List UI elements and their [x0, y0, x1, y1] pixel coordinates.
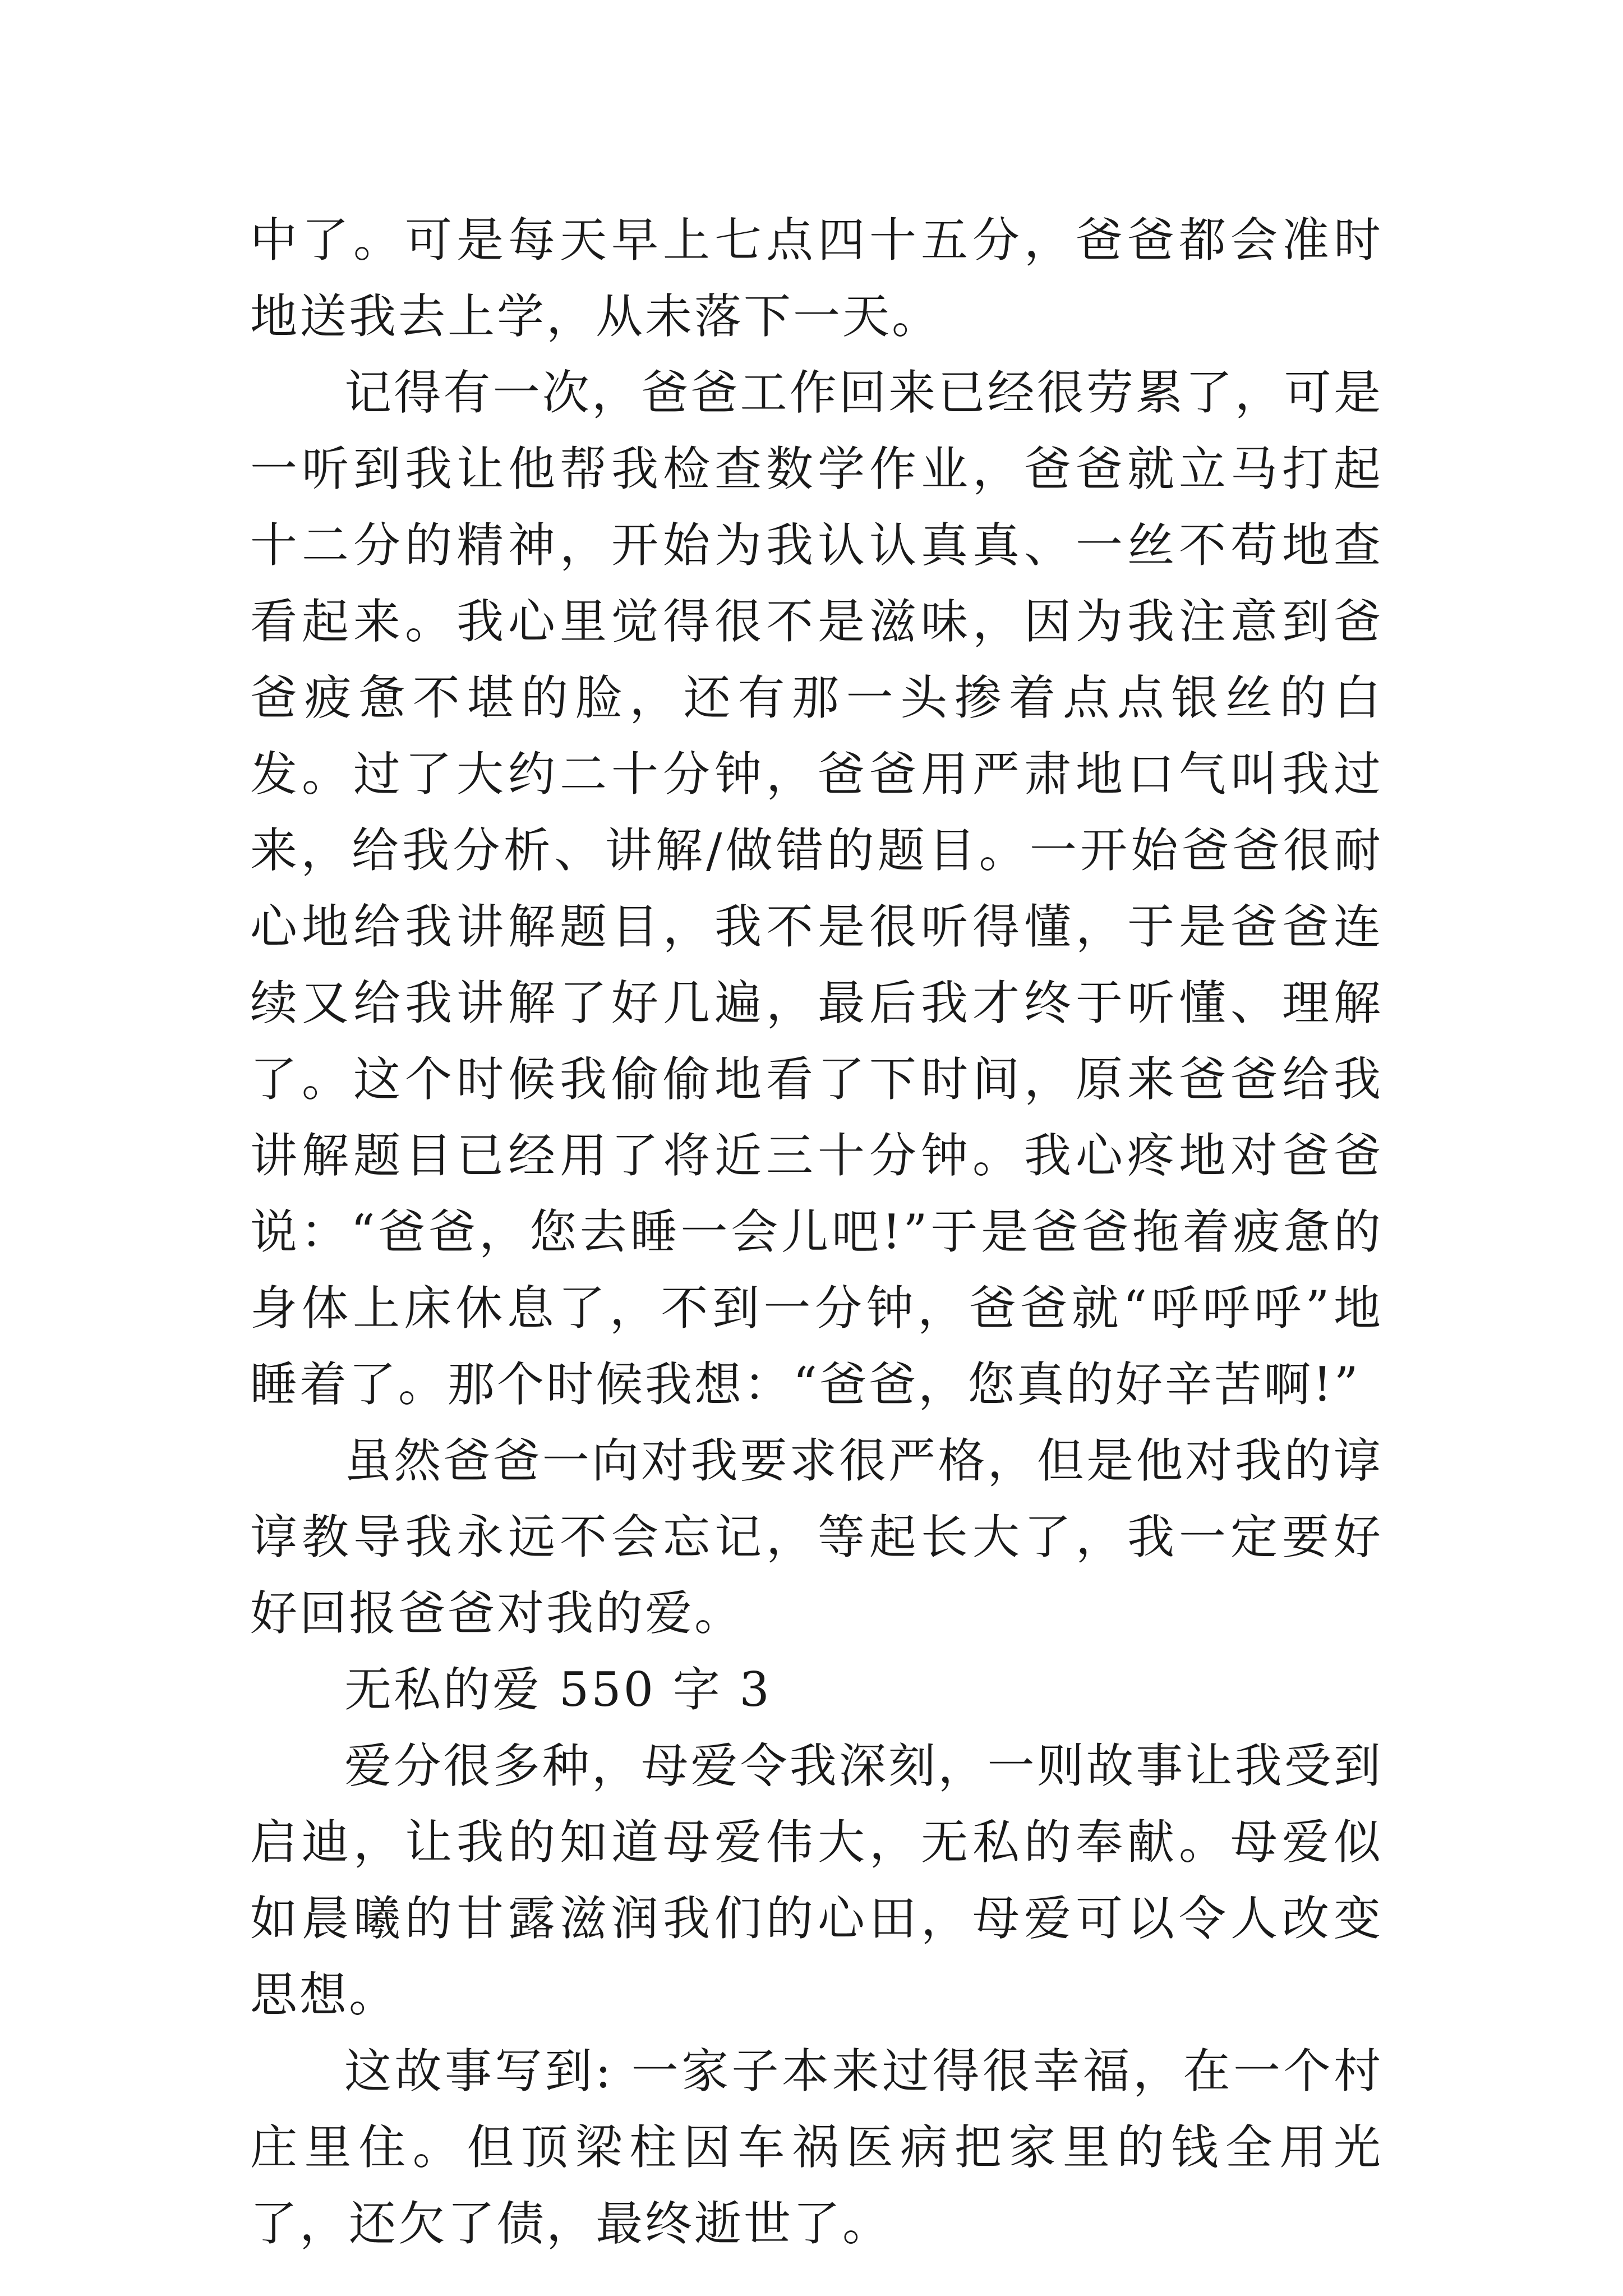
section-title: 无私的爱 550 字 3: [344, 1662, 772, 1717]
document-body: [250, 202, 1383, 2262]
paragraph-mother-love-intro: 爱分很多种，母爱令我深刻，一则故事让我受到启迪，让我的知道母爱伟大，无私的奉献。母爱似如晨曦的甘露滋润我们的心田，母爱可以令人改变思想。: [250, 1738, 1383, 2022]
paragraph-continuation: 中了。可是每天早上七点四十五分，爸爸都会准时地送我去上学，从未落下一天。: [250, 213, 1383, 344]
paragraph-story-beginning: 这故事写到: 一家子本来过得很幸福，在一个村庄里住。但顶梁柱因车祸医病把家里的钱全用光了，还欠了债，最终逝世了。: [250, 2044, 1383, 2251]
paragraph-homework-story: 记得有一次，爸爸工作回来已经很劳累了，可是一听到我让他帮我检查数学作业，爸爸就立马打起十二分的精神，开始为我认认真真、一丝不苟地查看起来。我心里觉得很不是滋味，因为我注意到爸爸疲惫不堪的脸，还有那一头掺着点点银丝的白发。过了大约二十分钟，爸爸用严肃地口气叫我过来，给我分析、讲解/做错的题目。一开始爸爸很耐心地给我讲解题目，我不是很听得懂，于是爸爸连续又给我讲解了好几遍，最后我才终于听懂、理解了。这个时候我偷偷地看了下时间，原来爸爸给我讲解题目已经用了将近三十分钟。我心疼地对爸爸说：“爸爸，您去睡一会儿吧!”于是爸爸拖着疲惫的身体上床休息了，不到一分钟，爸爸就“呼呼呼”地睡着了。那个时候我想：“爸爸，您真的好辛苦啊!”: [250, 365, 1383, 1412]
paragraph-conclusion: 虽然爸爸一向对我要求很严格，但是他对我的谆谆教导我永远不会忘记，等起长大了，我一定要好好回报爸爸对我的爱。: [250, 1433, 1383, 1641]
